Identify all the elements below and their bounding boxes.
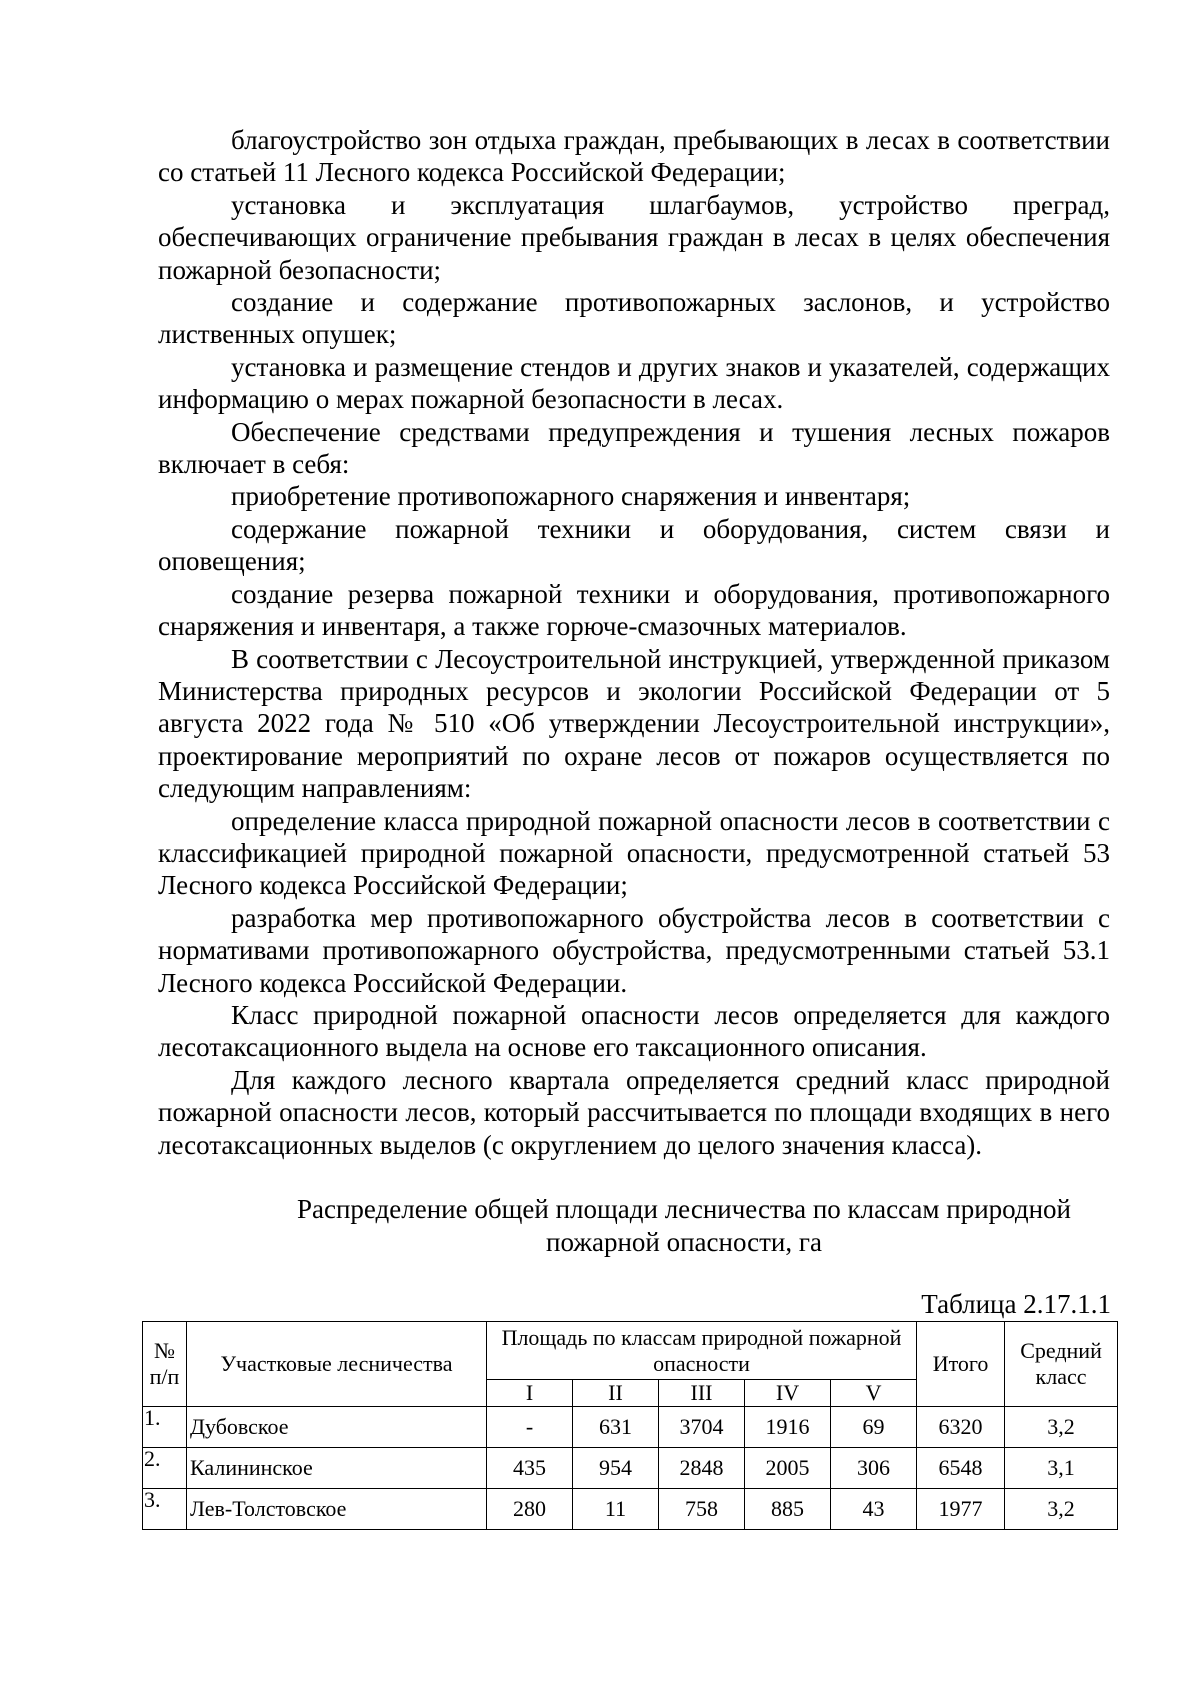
table-row	[143, 1407, 1118, 1448]
header-total: Итого	[917, 1322, 1005, 1407]
paragraph: В соответствии с Лесоустроительной инструкцией, утвержденной приказом Министерства природных ресурсов и экологии Российской Федерации от 5 августа 2022 года № 510 «Об утверждении Лесоустроительной инструкции», проектирование мероприятий по охране лесов от пожаров осуществляется по следующим направлениям:	[158, 643, 1110, 804]
paragraph: создание резерва пожарной техники и оборудования, противопожарного снаряжения и инвентаря, а также горюче-смазочных материалов.	[158, 578, 1110, 642]
cell-avg: 3,2	[1005, 1407, 1118, 1448]
cell-total: 6548	[917, 1448, 1005, 1489]
header-num: № п/п	[143, 1322, 187, 1407]
table-row	[143, 1489, 1118, 1530]
paragraph: разработка мер противопожарного обустройства лесов в соответствии с нормативами противопожарного обустройства, предусмотренными статьей 53.1 Лесного кодекса Российской Федерации.	[158, 902, 1110, 998]
cell-value: 69	[831, 1407, 917, 1448]
cell-value: 11	[573, 1489, 659, 1530]
cell-num: 1.	[143, 1407, 187, 1448]
header-name: Участковые лесничества	[187, 1322, 487, 1407]
cell-value: 1916	[745, 1407, 831, 1448]
header-class: V	[831, 1380, 917, 1407]
cell-avg: 3,2	[1005, 1489, 1118, 1530]
header-area: Площадь по классам природной пожарной опасности	[487, 1322, 917, 1380]
table-caption	[158, 1193, 1200, 1259]
cell-name: Лев-Толстовское	[187, 1489, 487, 1530]
paragraph: приобретение противопожарного снаряжения и инвентаря;	[231, 481, 911, 512]
paragraph: установка и размещение стендов и других знаков и указателей, содержащих информацию о мерах пожарной безопасности в лесах.	[158, 351, 1110, 415]
paragraph: Класс природной пожарной опасности лесов определяется для каждого лесотаксационного выдела на основе его таксационного описания.	[158, 999, 1110, 1063]
cell-value: 2848	[659, 1448, 745, 1489]
caption-line: Распределение общей площади лесничества по классам природной	[296, 1194, 1072, 1224]
cell-value: 3704	[659, 1407, 745, 1448]
cell-value: 758	[659, 1489, 745, 1530]
paragraph: Обеспечение средствами предупреждения и тушения лесных пожаров включает в себя:	[158, 416, 1110, 480]
paragraph: установка и эксплуатация шлагбаумов, устройство преград, обеспечивающих ограничение пребывания граждан в лесах в целях обеспечения пожарной безопасности;	[158, 189, 1110, 285]
cell-value: 631	[573, 1407, 659, 1448]
paragraph: создание и содержание противопожарных заслонов, и устройство лиственных опушек;	[158, 287, 1110, 350]
paragraph: содержание пожарной техники и оборудования, систем связи и оповещения;	[158, 513, 1110, 577]
cell-name: Дубовское	[187, 1407, 487, 1448]
header-avg: Средний класс	[1005, 1322, 1118, 1407]
paragraph: определение класса природной пожарной опасности лесов в соответствии с классификацией природной пожарной опасности, предусмотренной статьей 53 Лесного кодекса Российской Федерации;	[158, 805, 1110, 901]
caption-line: пожарной опасности, га	[546, 1227, 822, 1257]
cell-value: 306	[831, 1448, 917, 1489]
cell-value: 885	[745, 1489, 831, 1530]
paragraph: благоустройство зон отдыха граждан, пребывающих в лесах в соответствии со статьей 11 Лесного кодекса Российской Федерации;	[158, 125, 1110, 188]
cell-avg: 3,1	[1005, 1448, 1118, 1489]
cell-value: 280	[487, 1489, 573, 1530]
header-class: III	[659, 1380, 745, 1407]
cell-value: 43	[831, 1489, 917, 1530]
cell-value: 2005	[745, 1448, 831, 1489]
header-class: II	[573, 1380, 659, 1407]
cell-total: 1977	[917, 1489, 1005, 1530]
cell-num: 2.	[143, 1448, 187, 1489]
cell-value: 435	[487, 1448, 573, 1489]
header-class: IV	[745, 1380, 831, 1407]
table-number: Таблица 2.17.1.1	[921, 1289, 1111, 1319]
header-class: I	[487, 1380, 573, 1407]
cell-value: -	[487, 1407, 573, 1448]
table-row	[143, 1448, 1118, 1489]
fire-danger-table	[142, 1321, 1118, 1530]
cell-value: 954	[573, 1448, 659, 1489]
body-text	[158, 124, 1110, 1161]
cell-num: 3.	[143, 1489, 187, 1530]
cell-name: Калининское	[187, 1448, 487, 1489]
cell-total: 6320	[917, 1407, 1005, 1448]
paragraph: Для каждого лесного квартала определяется средний класс природной пожарной опасности лесов, который рассчитывается по площади входящих в него лесотаксационных выделов (с округлением до целого значения класса).	[158, 1064, 1110, 1160]
